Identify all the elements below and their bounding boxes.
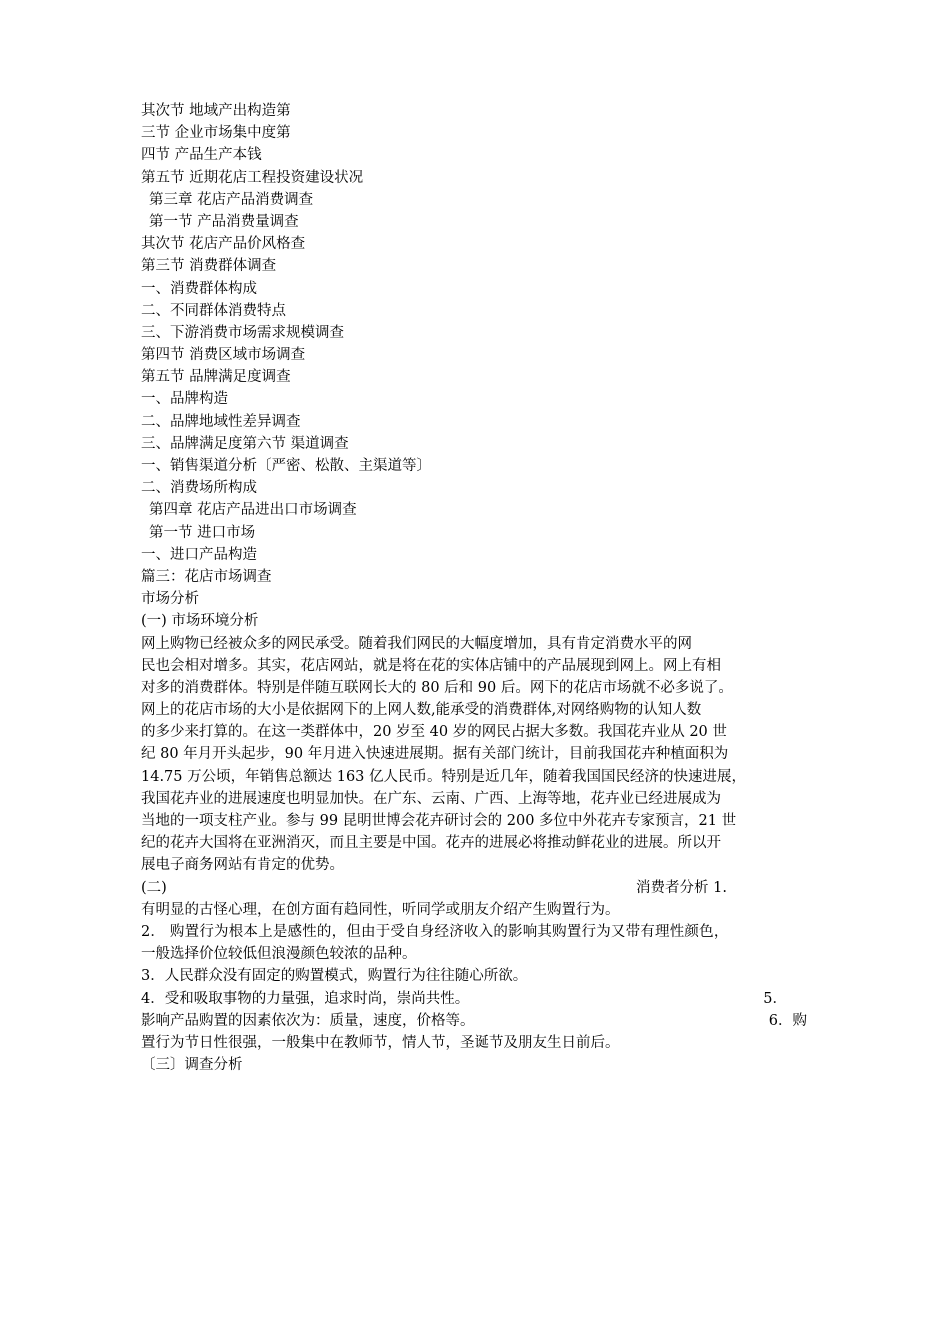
outline-line: 三、下游消费市场需求规模调查 (141, 324, 344, 341)
paragraph-line: 纪的花卉大国将在亚洲消灭，而且主要是中国。花卉的进展必将推动鲜花业的进展。所以开 (141, 835, 721, 852)
outline-line: (一) 市场环境分析 (141, 613, 259, 630)
paragraph-line: 的多少来打算的。在这一类群体中，20 岁至 40 岁的网民占据大多数。我国花卉业从 20 世 (141, 724, 727, 741)
outline-line: 第四节 消费区域市场调查 (141, 347, 306, 364)
outline-line: 二、品牌地域性差异调查 (141, 413, 301, 430)
paragraph-line: 14.75 万公顷，年销售总额达 163 亿人民币。特别是近几年，随着我国国民经济的快速进展， (141, 768, 747, 785)
consumer-line-5-right: 5． (763, 990, 787, 1007)
consumer-line-5-left: 4．受和吸取事物的力量强，追求时尚，崇尚共性。 (141, 990, 470, 1007)
consumer-line-4: 3．人民群众没有固定的购置模式，购置行为往往随心所欲。 (141, 968, 528, 985)
paragraph-line: 民也会相对增多。其实，花店网站，就是将在花的实体店铺中的产品展现到网上。网上有相 (141, 657, 721, 674)
paragraph-line: 当地的一项支柱产业。参与 99 昆明世博会花卉研讨会的 200 多位中外花卉专家预言，21 世 (141, 813, 737, 829)
paragraph-line: 展电子商务网站有肯定的优势。 (141, 857, 344, 874)
consumer-line-6-left: 影响产品购置的因素依次为：质量，速度，价格等。 (141, 1012, 475, 1029)
consumer-line-6-right: 6．购 (768, 1012, 807, 1029)
outline-line: 第五节 近期花店工程投资建设状况 (141, 169, 364, 186)
market-environment-paragraph (141, 633, 807, 877)
outline-line: 第四章 花店产品进出口市场调查 (149, 502, 357, 519)
outline-line: 其次节 地域产出构造第 (141, 103, 291, 119)
outline-line: 二、消费场所构成 (141, 480, 257, 497)
paragraph-line: 我国花卉业的进展速度也明显加快。在广东、云南、广西、上海等地，花卉业已经进展成为 (141, 790, 721, 807)
outline-list (141, 100, 807, 633)
consumer-line-5 (141, 988, 807, 1010)
paragraph-line: 网上的花店市场的大小是依据网下的上网人数,能承受的消费群体,对网络购物的认知人数 (141, 702, 702, 719)
consumer-heading-left: (二) (141, 879, 167, 896)
consumer-heading-row (141, 877, 807, 899)
document-page (141, 100, 807, 1076)
survey-analysis-heading: 〔三〕调查分析 (141, 1057, 243, 1074)
consumer-heading-right: 消费者分析 1. (636, 879, 727, 896)
consumer-line-1: 有明显的古怪心理，在创方面有趋同性，听同学或朋友介绍产生购置行为。 (141, 901, 620, 918)
outline-line: 市场分析 (141, 591, 199, 608)
outline-line: 一、品牌构造 (141, 391, 228, 408)
consumer-line-2: 2． 购置行为根本上是感性的，但由于受自身经济收入的影响其购置行为又带有理性颜色， (141, 923, 729, 940)
consumer-line-7: 置行为节日性很强，一般集中在教师节，情人节，圣诞节及朋友生日前后。 (141, 1034, 620, 1051)
outline-line: 第三章 花店产品消费调查 (149, 191, 314, 208)
paragraph-line: 对多的消费群体。特别是伴随互联网长大的 80 后和 90 后。网下的花店市场就不必多说了。 (141, 679, 733, 696)
consumer-line-6 (141, 1010, 807, 1032)
outline-line: 二、不同群体消费特点 (141, 302, 286, 319)
outline-line: 四节 产品生产本钱 (141, 147, 262, 164)
consumer-line-3: 一般选择价位较低但浪漫颜色较浓的品种。 (141, 946, 417, 963)
outline-line: 第一节 产品消费量调查 (149, 213, 299, 230)
outline-line: 一、销售渠道分析〔严密、松散、主渠道等〕 (141, 458, 431, 474)
outline-line: 一、消费群体构成 (141, 280, 257, 297)
outline-line: 篇三：花店市场调查 (141, 568, 272, 585)
outline-line: 其次节 花店产品价风格查 (141, 236, 306, 253)
paragraph-line: 网上购物已经被众多的网民承受。随着我们网民的大幅度增加，具有肯定消费水平的网 (141, 635, 692, 652)
paragraph-line: 纪 80 年月开头起步，90 年月进入快速进展期。据有关部门统计，目前我国花卉种植面积为 (141, 746, 729, 763)
outline-line: 第五节 品牌满足度调查 (141, 369, 291, 386)
outline-line: 第三节 消费群体调查 (141, 258, 277, 275)
outline-line: 三、品牌满足度第六节 渠道调查 (141, 435, 349, 452)
outline-line: 一、进口产品构造 (141, 546, 257, 563)
outline-line: 第一节 进口市场 (149, 524, 256, 541)
outline-line: 三节 企业市场集中度第 (141, 125, 291, 142)
